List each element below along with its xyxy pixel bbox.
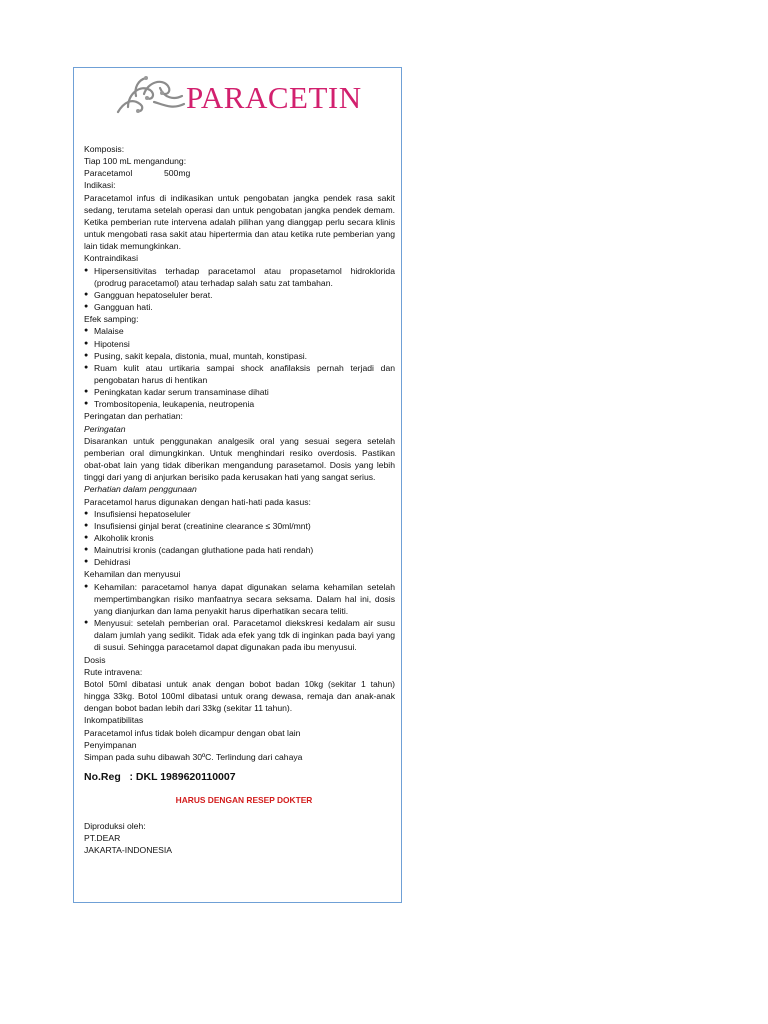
list-item: ● Alkoholik kronis: [84, 532, 395, 544]
perhatian-list: [84, 508, 395, 569]
product-label: [73, 67, 402, 903]
subheading-rute: Rute intravena:: [84, 666, 143, 677]
section-heading-dosis: Dosis: [84, 654, 106, 665]
list-item: ● Malaise: [84, 325, 395, 337]
indikasi-text: Paracetamol infus di indikasikan untuk pengobatan jangka pendek rasa sakit sedang, terutama setelah operasi dan untuk pengobatan jangka pendek demam. Ketika pemberian rute intervena adalah pilihan yang dianggap perlu secara klinis untuk mengobati rasa sakit atau hipertermia dan atau ketika rute pemberian yang lain tidak memungkinkan.: [84, 192, 395, 252]
section-heading-efek-samping: Efek samping:: [84, 314, 139, 325]
list-item: ● Mainutrisi kronis (cadangan gluthatione pada hati rendah): [84, 544, 395, 556]
manufacturer-label: Diproduksi oleh:: [84, 821, 146, 832]
ingredient-name: Paracetamol: [84, 168, 133, 179]
perhatian-text: Paracetamol harus digunakan dengan hati-hati pada kasus:: [84, 496, 311, 507]
list-item: ● Ruam kulit atau urtikaria sampai shock anafilaksis pernah terjadi dan pengobatan harus di hentikan: [84, 362, 395, 386]
label-header: [114, 72, 374, 124]
section-heading-inkompatibilitas: Inkompatibilitas: [84, 715, 144, 726]
list-item: ● Insufisiensi hepatoseluler: [84, 508, 395, 520]
section-heading-komposisi: Komposis:: [84, 144, 125, 154]
brand-name: PARACETIN: [186, 80, 362, 115]
penyimpanan-text: Simpan pada suhu dibawah 30ºC. Terlindung dari cahaya: [84, 751, 303, 762]
efek-samping-list: [84, 325, 395, 410]
list-item: ● Menyusui: setelah pemberian oral. Paracetamol diekskresi kedalam air susu dalam jumlah yang sedikit. Tidak ada efek yang tdk di inginkan pada bayi yang di susui. Sehingga paracetamol dapat digunakan pada ibu menyusui.: [84, 617, 395, 653]
dosis-text: Botol 50ml dibatasi untuk anak dengan bobot badan 10kg (sekitar 1 tahun) hingga 33kg. Botol 100ml dibatasi untuk orang dewasa, remaja dan anak-anak dengan bobot badan lebih dari 33kg (sekitar 11 tahun).: [84, 678, 395, 714]
subheading-peringatan: Peringatan: [84, 423, 126, 434]
list-item: ● Hipotensi: [84, 338, 395, 350]
section-heading-indikasi: Indikasi:: [84, 180, 116, 191]
manufacturer-company: PT.DEAR: [84, 833, 121, 844]
section-heading-peringatan: Peringatan dan perhatian:: [84, 411, 183, 422]
manufacturer-location: JAKARTA-INDONESIA: [84, 845, 173, 856]
section-heading-penyimpanan: Penyimpanan: [84, 739, 137, 750]
ingredient-row: [84, 167, 395, 179]
subheading-perhatian: Perhatian dalam penggunaan: [84, 484, 197, 495]
ingredient-amount: 500mg: [164, 168, 191, 179]
list-item: ● Kehamilan: paracetamol hanya dapat digunakan selama kehamilan setelah mempertimbangkan risiko manfaatnya secara seksama. Dalam hal ini, dosis yang dianjurkan dan lama penyakit harus diperhatikan secara teliti.: [84, 581, 395, 617]
list-item: ● Hipersensitivitas terhadap paracetamol atau propasetamol hidroklorida (prodrug paracetamol) atau terhadap salah satu zat tambahan.: [84, 265, 395, 289]
list-item: ● Insufisiensi ginjal berat (creatinine clearance ≤ 30ml/mnt): [84, 520, 395, 532]
list-item: ● Peningkatan kadar serum transaminase dihati: [84, 386, 395, 398]
list-item: ● Trombositopenia, leukapenia, neutropenia: [84, 398, 395, 410]
list-item: ● Gangguan hati.: [84, 301, 395, 313]
kehamilan-list: [84, 581, 395, 654]
floral-flourish-icon: [114, 74, 186, 118]
registration-number: No.Reg : DKL 1989620110007: [84, 770, 236, 783]
list-item: ● Gangguan hepatoseluler berat.: [84, 289, 395, 301]
inkompatibilitas-text: Paracetamol infus tidak boleh dicampur dengan obat lain: [84, 727, 301, 738]
komposisi-line: Tiap 100 mL mengandung:: [84, 156, 187, 167]
list-item: ● Pusing, sakit kepala, distonia, mual, muntah, konstipasi.: [84, 350, 395, 362]
section-heading-kehamilan: Kehamilan dan menyusui: [84, 569, 181, 580]
kontraindikasi-list: [84, 265, 395, 314]
list-item: ● Dehidrasi: [84, 556, 395, 568]
peringatan-text: Disarankan untuk penggunakan analgesik oral yang sesuai segera setelah pemberian oral dimungkinkan. Untuk menghindari resiko overdosis. Pastikan obat-obat lain yang tidak diberikan mengandung parasetamol. Dosis yang lebih tinggi dari yang di anjurkan berisiko pada kerusakan hati yang sangat serius.: [84, 435, 395, 483]
section-heading-kontraindikasi: Kontraindikasi: [84, 253, 138, 264]
prescription-warning: HARUS DENGAN RESEP DOKTER: [175, 794, 313, 805]
label-content: [84, 143, 395, 857]
